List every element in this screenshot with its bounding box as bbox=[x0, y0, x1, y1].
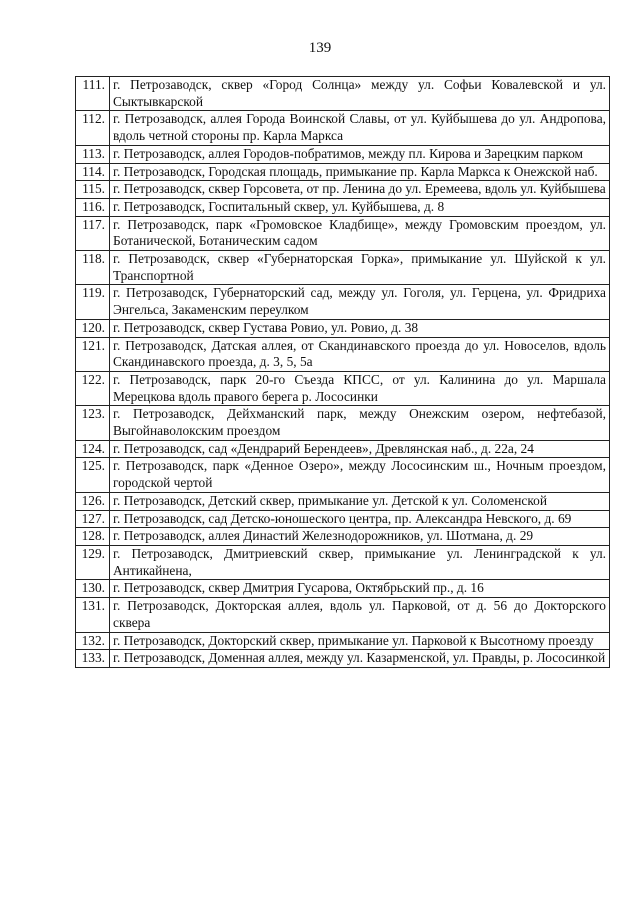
table-row bbox=[76, 319, 610, 337]
table-row bbox=[76, 458, 610, 492]
row-number: 127. bbox=[76, 510, 110, 528]
row-description: г. Петрозаводск, Докторская аллея, вдоль ул. Парковой, от д. 56 до Докторского сквера bbox=[110, 598, 610, 632]
table-row bbox=[76, 545, 610, 579]
row-description: г. Петрозаводск, сквер Горсовета, от пр. Ленина до ул. Еремеева, вдоль ул. Куйбышева bbox=[110, 181, 610, 199]
row-number: 130. bbox=[76, 580, 110, 598]
registry-table bbox=[75, 76, 610, 668]
table-row bbox=[76, 145, 610, 163]
table-row bbox=[76, 181, 610, 199]
row-number: 120. bbox=[76, 319, 110, 337]
table-row bbox=[76, 198, 610, 216]
row-number: 126. bbox=[76, 492, 110, 510]
row-number: 132. bbox=[76, 632, 110, 650]
row-number: 129. bbox=[76, 545, 110, 579]
row-description: г. Петрозаводск, аллея Династий Железнодорожников, ул. Шотмана, д. 29 bbox=[110, 528, 610, 546]
page-number: 139 bbox=[308, 40, 332, 56]
row-description: г. Петрозаводск, Губернаторский сад, между ул. Гоголя, ул. Герцена, ул. Фридриха Энгельса, Закаменским переулком bbox=[110, 285, 610, 319]
row-description: г. Петрозаводск, сад «Дендрарий Берендеев», Древлянская наб., д. 22а, 24 bbox=[110, 440, 610, 458]
table-row bbox=[76, 406, 610, 440]
row-description: г. Петрозаводск, парк «Денное Озеро», между Лососинским ш., Ночным проездом, городской чертой bbox=[110, 458, 610, 492]
row-number: 116. bbox=[76, 198, 110, 216]
row-description: г. Петрозаводск, сквер «Губернаторская Горка», примыкание ул. Шуйской к ул. Транспортной bbox=[110, 251, 610, 285]
table-row bbox=[76, 371, 610, 405]
row-number: 117. bbox=[76, 216, 110, 250]
table-row bbox=[76, 580, 610, 598]
row-number: 113. bbox=[76, 145, 110, 163]
row-description: г. Петрозаводск, парк «Громовское Кладбище», между Громовским проездом, ул. Ботанической, Ботаническим садом bbox=[110, 216, 610, 250]
table-row bbox=[76, 510, 610, 528]
table-row bbox=[76, 440, 610, 458]
registry-table-body bbox=[76, 77, 610, 668]
row-description: г. Петрозаводск, сквер «Город Солнца» между ул. Софьи Ковалевской и ул. Сыктывкарской bbox=[110, 77, 610, 111]
row-number: 118. bbox=[76, 251, 110, 285]
row-number: 114. bbox=[76, 163, 110, 181]
table-row bbox=[76, 337, 610, 371]
table-row bbox=[76, 251, 610, 285]
row-description: г. Петрозаводск, сквер Дмитрия Гусарова, Октябрьский пр., д. 16 bbox=[110, 580, 610, 598]
table-row bbox=[76, 650, 610, 668]
table-row bbox=[76, 598, 610, 632]
row-description: г. Петрозаводск, Госпитальный сквер, ул. Куйбышева, д. 8 bbox=[110, 198, 610, 216]
row-number: 124. bbox=[76, 440, 110, 458]
row-description: г. Петрозаводск, Датская аллея, от Скандинавского проезда до ул. Новоселов, вдоль Скандинавского проезда, д. 3, 5, 5а bbox=[110, 337, 610, 371]
table-row bbox=[76, 163, 610, 181]
row-description: г. Петрозаводск, сад Детско-юношеского центра, пр. Александра Невского, д. 69 bbox=[110, 510, 610, 528]
row-number: 133. bbox=[76, 650, 110, 668]
table-row bbox=[76, 77, 610, 111]
row-number: 131. bbox=[76, 598, 110, 632]
row-description: г. Петрозаводск, Доменная аллея, между ул. Казарменской, ул. Правды, р. Лососинкой bbox=[110, 650, 610, 668]
table-row bbox=[76, 632, 610, 650]
row-description: г. Петрозаводск, Дейхманский парк, между Онежским озером, нефтебазой, Выгойнаволокским проездом bbox=[110, 406, 610, 440]
table-row bbox=[76, 528, 610, 546]
row-description: г. Петрозаводск, Докторский сквер, примыкание ул. Парковой к Высотному проезду bbox=[110, 632, 610, 650]
table-row bbox=[76, 216, 610, 250]
table-row bbox=[76, 111, 610, 145]
row-description: г. Петрозаводск, аллея Городов-побратимов, между пл. Кирова и Зарецким парком bbox=[110, 145, 610, 163]
row-number: 125. bbox=[76, 458, 110, 492]
row-number: 123. bbox=[76, 406, 110, 440]
row-number: 111. bbox=[76, 77, 110, 111]
row-number: 121. bbox=[76, 337, 110, 371]
row-number: 115. bbox=[76, 181, 110, 199]
table-row bbox=[76, 285, 610, 319]
row-number: 119. bbox=[76, 285, 110, 319]
row-description: г. Петрозаводск, Детский сквер, примыкание ул. Детской к ул. Соломенской bbox=[110, 492, 610, 510]
row-description: г. Петрозаводск, парк 20-го Съезда КПСС, от ул. Калинина до ул. Маршала Мерецкова вдоль правого берега р. Лососинки bbox=[110, 371, 610, 405]
row-description: г. Петрозаводск, Дмитриевский сквер, примыкание ул. Ленинградской к ул. Антикайнена, bbox=[110, 545, 610, 579]
row-number: 112. bbox=[76, 111, 110, 145]
row-description: г. Петрозаводск, аллея Города Воинской Славы, от ул. Куйбышева до ул. Андропова, вдоль четной стороны пр. Карла Маркса bbox=[110, 111, 610, 145]
table-row bbox=[76, 492, 610, 510]
row-number: 128. bbox=[76, 528, 110, 546]
row-number: 122. bbox=[76, 371, 110, 405]
row-description: г. Петрозаводск, сквер Густава Ровио, ул. Ровио, д. 38 bbox=[110, 319, 610, 337]
row-description: г. Петрозаводск, Городская площадь, примыкание пр. Карла Маркса к Онежской наб. bbox=[110, 163, 610, 181]
